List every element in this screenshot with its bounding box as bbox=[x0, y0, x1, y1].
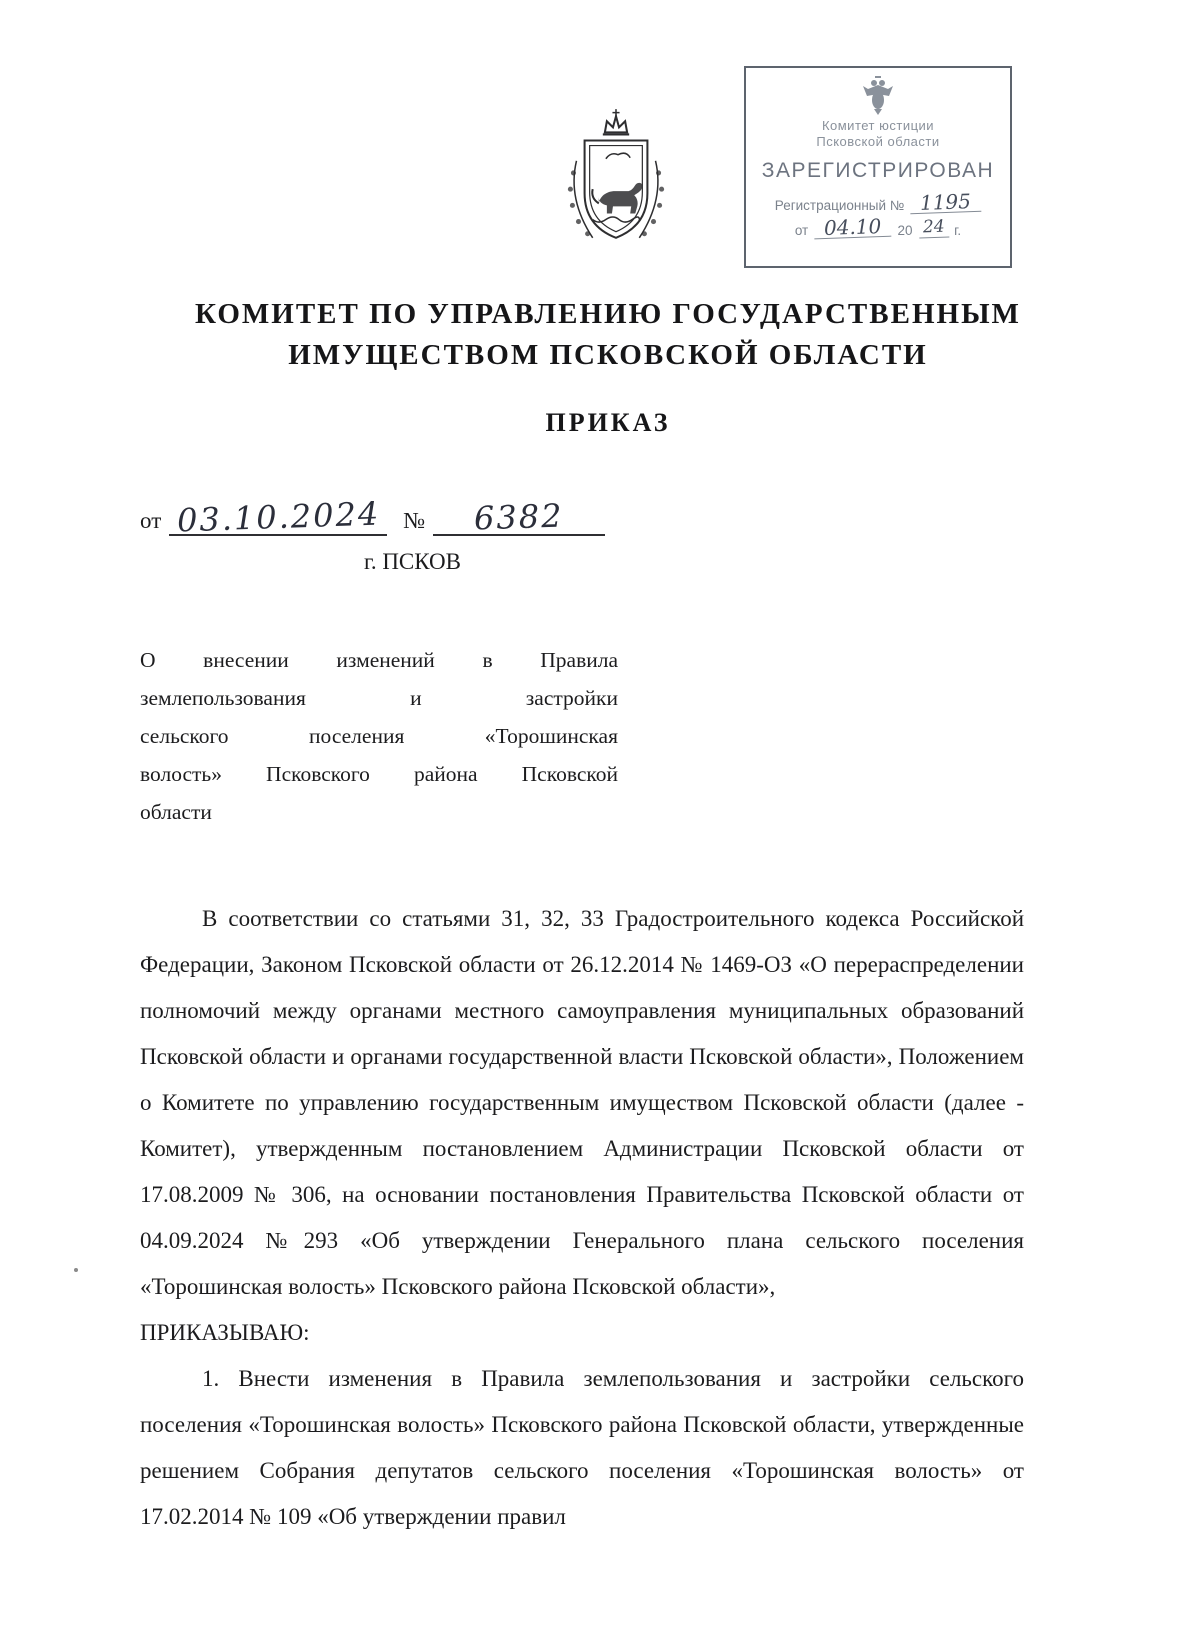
preamble-paragraph: В соответствии со статьями 31, 32, 33 Градостроительного кодекса Российской Федерации, Законом Псковской области от 26.12.2014 № 1469-ОЗ «О перераспределении полномочий между органами местного самоуправления муниципальных образований Псковской области и органами государственной власти Псковской области», Положением о Комитете по управлению государственным имуществом Псковской области (далее - Комитет), утвержденным постановлением Администрации Псковской области от 17.08.2009 № 306, на основании постановления Правительства Псковской области от 04.09.2024 №293 «Об утверждении Генерального плана сельского поселения «Торошинская волость» Псковского района Псковской области», bbox=[140, 906, 1024, 1299]
subject-line: сельского поселения «Торошинская bbox=[140, 724, 618, 748]
stamp-reg-label: Регистрационный № bbox=[774, 198, 905, 213]
item-1-paragraph: 1. Внести изменения в Правила землепользования и застройки сельского поселения «Торошинская волость» Псковского района Псковской области, утвержденные решением Собрания депутатов сельского поселения «Торошинская волость» от 17.02.2014 № 109 «Об утверждении правил bbox=[140, 1366, 1024, 1529]
stamp-date-value: 04.10 bbox=[814, 216, 892, 240]
stamp-emblem-icon bbox=[861, 74, 895, 118]
stamp-year-suffix: г. bbox=[954, 223, 962, 238]
coat-of-arms-icon bbox=[560, 102, 672, 254]
resolution-word: ПРИКАЗЫВАЮ: bbox=[140, 1320, 310, 1345]
subject-line: области bbox=[140, 800, 212, 824]
stamp-year-prefix: 20 bbox=[897, 223, 913, 238]
document-date-handwritten: 03.10.2024 bbox=[176, 494, 381, 540]
date-field bbox=[169, 494, 387, 540]
stamp-date-line bbox=[794, 214, 962, 240]
document-type-title: ПРИКАЗ bbox=[545, 408, 671, 437]
subject-line: О внесении изменений в Правила bbox=[140, 648, 618, 672]
stamp-registered-label: ЗАРЕГИСТРИРОВАН bbox=[761, 159, 995, 182]
stamp-reg-number: 1195 bbox=[910, 191, 982, 214]
registration-stamp bbox=[744, 66, 1012, 268]
subject-line: землепользования и застройки bbox=[140, 686, 618, 710]
organization-title: КОМИТЕТ ПО УПРАВЛЕНИЮ ГОСУДАРСТВЕННЫМ ИМУЩЕСТВОМ ПСКОВСКОЙ ОБЛАСТИ bbox=[195, 298, 1021, 371]
city-line: г. ПСКОВ bbox=[363, 549, 461, 574]
date-number-line bbox=[140, 494, 680, 540]
stamp-org-line2: Псковской области bbox=[816, 134, 940, 149]
number-field bbox=[433, 496, 605, 538]
stamp-date-label: от bbox=[794, 223, 809, 238]
body-text bbox=[140, 896, 1024, 1540]
scan-artifact-dot bbox=[74, 1268, 78, 1272]
number-label: № bbox=[403, 508, 426, 533]
subject-line: волость» Псковского района Псковской bbox=[140, 762, 618, 786]
date-label: от bbox=[140, 508, 162, 533]
subject-block bbox=[140, 641, 618, 831]
stamp-org-line1: Комитет юстиции bbox=[821, 118, 935, 133]
document-number-handwritten: 6382 bbox=[473, 496, 565, 538]
stamp-year-value: 24 bbox=[918, 216, 948, 238]
stamp-registration-number-line bbox=[774, 189, 981, 215]
